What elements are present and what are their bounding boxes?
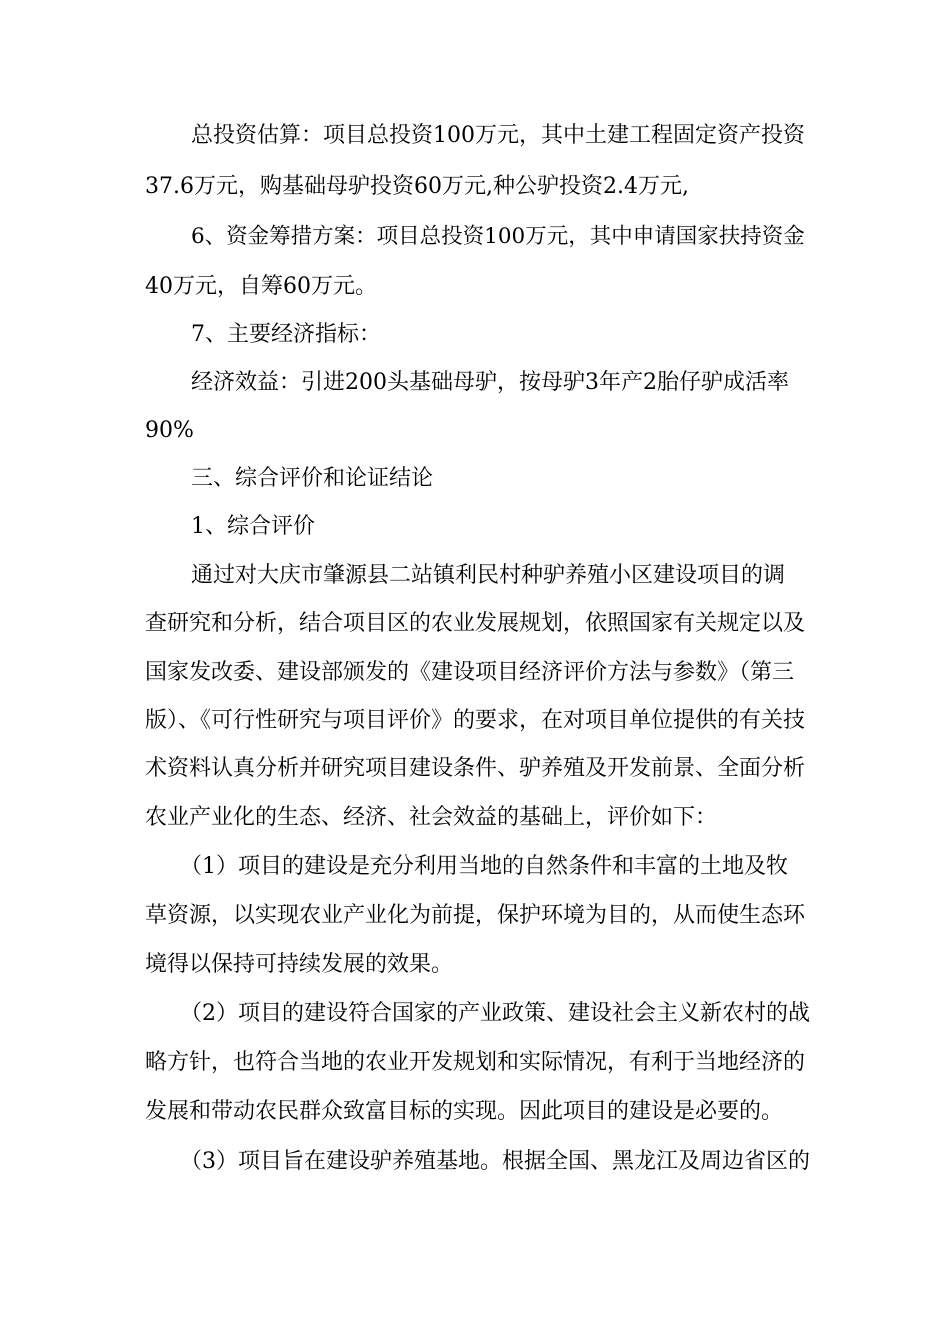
text-line: 总投资估算：项目总投资100万元，其中土建工程固定资产投资 — [191, 123, 805, 148]
text-line: 农业产业化的生态、经济、社会效益的基础上，评价如下： — [145, 805, 718, 830]
text-line: 术资料认真分析并研究项目建设条件、驴养殖及开发前景、全面分析 — [145, 756, 806, 781]
text-line: 略方针，也符合当地的农业开发规划和实际情况，有利于当地经济的 — [145, 1050, 806, 1075]
text-line: 通过对大庆市肇源县二站镇利民村种驴养殖小区建设项目的调 — [191, 563, 786, 588]
text-line: 境得以保持可持续发展的效果。 — [145, 952, 454, 977]
text-line: （3）项目旨在建设驴养殖基地。根据全国、黑龙江及周边省区的 — [180, 1149, 810, 1174]
text-line: 版）、《可行性研究与项目评价》的要求，在对项目单位提供的有关技 — [145, 708, 806, 733]
text-line: 90% — [145, 418, 194, 443]
text-line: 6、资金筹措方案：项目总投资100万元，其中申请国家扶持资金 — [191, 224, 805, 249]
text-line: 草资源，以实现农业产业化为前提，保护环境为目的，从而使生态环 — [145, 903, 806, 928]
text-line: 7、主要经济指标： — [191, 322, 381, 347]
text-line: （2）项目的建设符合国家的产业政策、建设社会主义新农村的战 — [180, 1001, 810, 1026]
text-line: 查研究和分析，结合项目区的农业发展规划，依照国家有关规定以及 — [145, 611, 806, 636]
text-line: 国家发改委、建设部颁发的《建设项目经济评价方法与参数》（第三 — [145, 660, 795, 685]
subsection-heading: 1、综合评价 — [191, 514, 315, 539]
text-line: 发展和带动农民群众致富目标的实现。因此项目的建设是必要的。 — [145, 1099, 784, 1124]
text-line: 经济效益：引进200头基础母驴，按母驴3年产2胎仔驴成活率 — [191, 370, 789, 395]
text-line: （1）项目的建设是充分利用当地的自然条件和丰富的土地及牧 — [180, 854, 788, 879]
section-heading: 三、综合评价和论证结论 — [191, 466, 434, 491]
text-line: 37.6万元，购基础母驴投资60万元,种公驴投资2.4万元, — [145, 174, 689, 199]
text-line: 40万元，自筹60万元。 — [145, 274, 377, 299]
